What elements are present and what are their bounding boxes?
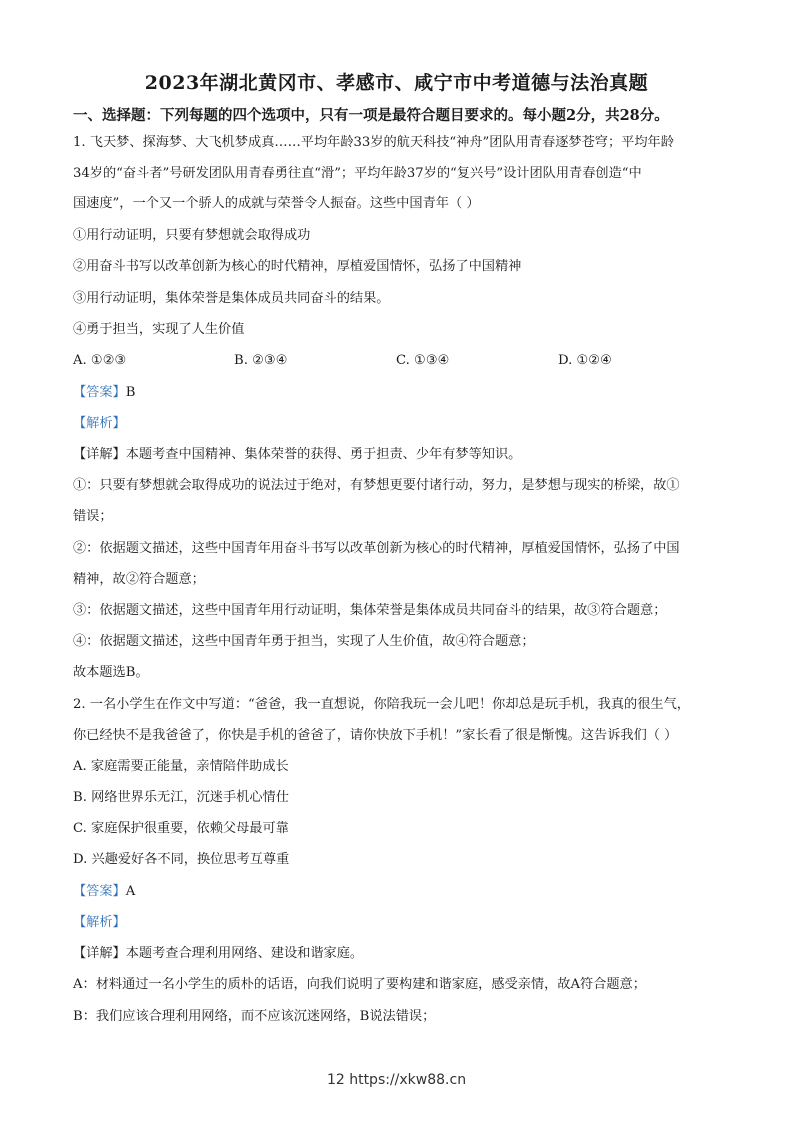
q2-option-c: C. 家庭保护很重要，依赖父母最可靠: [73, 821, 289, 836]
q2-option-a: A. 家庭需要正能量，亲情陪伴助成长: [73, 759, 289, 774]
q1-stem-line-1: 1. 飞天梦、探海梦、大飞机梦成真……平均年龄33岁的航天科技“神舟”团队用青春逐梦苍穹；平均年龄: [73, 135, 674, 150]
q1-detail-line-3: 错误；: [73, 509, 113, 524]
page-footer: 12 https://xkw88.cn: [326, 1072, 467, 1088]
q1-analysis-tag: 【解析】: [73, 416, 126, 431]
q2-detail-text-1: 本题考查合理利用网络、建设和谐家庭。: [125, 946, 364, 961]
q1-option-d: D. ①②④: [558, 353, 612, 368]
q2-stem-line-2: 你已经快不是我爸爸了，你快是手机的爸爸了，请你快放下手机！”家长看了很是惭愧。这告诉我们（ ）: [73, 728, 678, 743]
q2-analysis-tag: 【解析】: [73, 915, 126, 930]
q2-detail-line-2: A：材料通过一名小学生的质朴的话语，向我们说明了要构建和谐家庭，感受亲情，故A符合题意；: [73, 977, 646, 992]
q2-stem-line-1: 2. 一名小学生在作文中写道：“爸爸，我一直想说，你陪我玩一会儿吧！你却总是玩手机，我真的很生气，: [73, 697, 690, 712]
q2-answer: [73, 883, 135, 901]
q1-detail-tag: 【详解】: [73, 447, 126, 462]
q1-detail-line-8: 故本题选B。: [73, 665, 149, 680]
q1-stem-line-2: 34岁的“奋斗者”号研发团队用青春勇往直“滑”；平均年龄37岁的“复兴号”设计团队用青春创造“中: [73, 166, 642, 181]
q1-statement-1: ①用行动证明，只要有梦想就会取得成功: [73, 228, 311, 243]
q1-statement-2: ②用奋斗书写以改革创新为核心的时代精神，厚植爱国情怀，弘扬了中国精神: [73, 259, 522, 274]
q1-answer: [73, 384, 135, 402]
q1-detail-text-1: 本题考查中国精神、集体荣誉的获得、勇于担责、少年有梦等知识。: [125, 447, 522, 462]
q1-detail-line-4: ②：依据题文描述，这些中国青年用奋斗书写以改革创新为核心的时代精神，厚植爱国情怀，弘扬了中国: [73, 541, 680, 556]
q1-detail-line-5: 精神，故②符合题意；: [73, 572, 205, 587]
q1-statement-3: ③用行动证明，集体荣誉是集体成员共同奋斗的结果。: [73, 291, 390, 306]
q1-detail-line-6: ③：依据题文描述，这些中国青年用行动证明，集体荣誉是集体成员共同奋斗的结果，故③符合题意；: [73, 603, 667, 618]
q2-detail-tag: 【详解】: [73, 946, 126, 961]
q1-detail-line-2: ①：只要有梦想就会取得成功的说法过于绝对，有梦想更要付诸行动，努力，是梦想与现实的桥梁，故①: [73, 478, 680, 493]
q2-answer-value: A: [125, 884, 136, 899]
q1-detail-line-1: [73, 446, 521, 464]
q2-detail-line-1: [73, 945, 363, 963]
section-heading: 一、选择题：下列每题的四个选项中，只有一项是最符合题目要求的。每小题2分，共28分。: [73, 107, 669, 124]
q2-option-b: B. 网络世界乐无江，沉迷手机心情仕: [73, 790, 289, 805]
q1-detail-line-7: ④：依据题文描述，这些中国青年勇于担当，实现了人生价值，故④符合题意；: [73, 634, 535, 649]
q1-options-row: [73, 352, 753, 370]
page-title: 2023年湖北黄冈市、孝感市、咸宁市中考道德与法治真题: [144, 72, 649, 94]
q2-option-d: D. 兴趣爱好各不同，换位思考互尊重: [73, 852, 290, 867]
q1-option-c: C. ①③④: [396, 353, 450, 368]
q1-option-a: A. ①②③: [73, 353, 127, 368]
q2-answer-tag: 【答案】: [73, 884, 126, 899]
q1-answer-tag: 【答案】: [73, 385, 126, 400]
q1-option-b: B. ②③④: [234, 353, 288, 368]
q1-stem-line-3: 国速度”，一个又一个骄人的成就与荣誉令人振奋。这些中国青年（ ）: [73, 196, 480, 211]
q1-answer-value: B: [125, 385, 136, 400]
q2-detail-line-3: B：我们应该合理利用网络，而不应该沉迷网络，B说法错误；: [73, 1009, 436, 1024]
q1-statement-4: ④勇于担当，实现了人生价值: [73, 322, 245, 337]
